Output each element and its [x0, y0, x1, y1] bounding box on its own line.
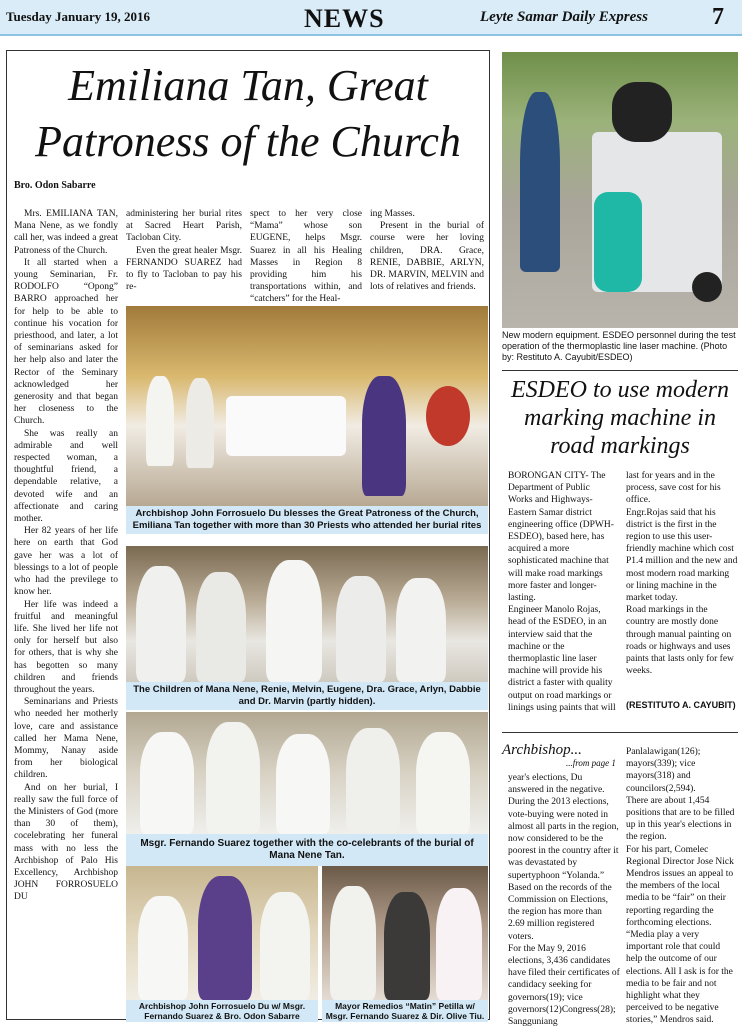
mayor-photo	[322, 866, 488, 1000]
esdeo-article-title: ESDEO to use modern marking machine in road markings	[511, 377, 729, 459]
title-line-2: Patroness of the Church	[35, 117, 461, 166]
paragraph: She was really an admirable and well respected woman, a thoughtful friend, a dependable relative, a devoted wife and an affectionate and caring mother.	[14, 428, 118, 525]
issue-date: Tuesday January 19, 2016	[6, 9, 150, 24]
article-column-2	[126, 208, 242, 304]
photo-caption: Mayor Remedios “Matin” Petilla w/ Msgr. Fernando Suarez & Dir. Olive Tiu.	[322, 1000, 488, 1022]
title-line-1: Emiliana Tan, Great	[68, 61, 428, 110]
continued-from-label: ...from page 1	[566, 758, 616, 768]
paragraph: It all started when a young Seminarian, Fr. RODOLFO “Opong” BARRO approached her for help to be able to continue his vocation for priesthood, and later, a lot of seminarians asked for her help also and later the Rector of the Seminary acknowledged her generosity and that began her closeness to the Church.	[14, 257, 118, 427]
paragraph: Even the great healer Msgr. FERNANDO SUAREZ had to fly to Tacloban to pay his re-	[126, 245, 242, 293]
page-number: 7	[712, 4, 724, 30]
line-laser-machine-photo	[502, 52, 738, 328]
paragraph: spect to her very close “Mama” whose son EUGENE, helps Msgr. Suarez in all his Healing Masses in Region 8 providing him his transportations within, and “catchers” for the Heal-	[250, 209, 362, 305]
photo-caption: The Children of Mana Nene, Renie, Melvin, Eugene, Dra. Grace, Arlyn, Dabbie and Dr. Marvin (partly hidden).	[126, 682, 488, 710]
divider	[502, 732, 738, 733]
photo-caption: Archbishop John Forrosuelo Du w/ Msgr. Fernando Suarez & Bro. Odon Sabarre	[126, 1000, 318, 1022]
paragraph: Seminarians and Priests who needed her motherly love, care and assistance called her Mama Nene, Mommy, Nanay aside from her biological children.	[14, 697, 118, 781]
paragraph: Her life was indeed a fruitful and meaningful life. She lived her life not only for herself but also for others, that is why she has begotten so many children and friends throughout the years.	[14, 599, 118, 695]
continued-column-left: year's elections, Du answered in the negative. During the 2013 elections, vote-buying were noted in almost all parts in the region, now considered to be the poorest in the country after it was devastated by supertyphoon “Yolanda.” Based on the records of the Commission on Elections, the region has more than 2.69 million registered voters. For the May 9, 2016 elections, 3,436 candidates have filed their certificates of candidacy seeking for governors(19); vice governors(12)Congress(28); Sangguniang	[508, 773, 620, 1028]
article-column-1	[14, 208, 118, 1016]
photo-caption: Msgr. Fernando Suarez together with the co-celebrants of the burial of Mana Nene Tan.	[126, 834, 488, 866]
newspaper-name: Leyte Samar Daily Express	[480, 9, 648, 25]
continued-column-right: Panlalawigan(126); mayors(339); vice mayors(318) and councilors(2,594). There are about 1,454 positions that are to be filled up in this year's elections in the region. For his part, Comelec Regional Director Jose Nick Mendros issues an appeal to the members of the local media to be “fair” on their reporting regarding the forthcoming elections. “Media play a very important role that could help the outcome of our elections. All I ask is for the media to be fair and not highlight what they perceived to be negative stories,” Mendros said.	[626, 747, 735, 1026]
article-column-3	[250, 208, 362, 304]
page-header	[0, 0, 742, 36]
esdeo-credit: (RESTITUTO A. CAYUBIT)	[626, 700, 736, 710]
children-photo	[126, 546, 488, 682]
section-title: NEWS	[304, 4, 385, 33]
esdeo-column-right: last for years and in the process, save cost for his office. Engr.Rojas said that his district is the first in the region to use this user- friendly machine which cost P1.4 million and the new and most modern road marking or lining machine in the market today. Road markings in the country are mostly done through manual painting on roads or highways and uses paints that lasts only for few weeks.	[626, 471, 738, 677]
main-article-title	[14, 58, 482, 170]
paragraph: administering her burial rites at Sacred Heart Parish, Tacloban City.	[126, 209, 242, 244]
byline: Bro. Odon Sabarre	[14, 180, 96, 191]
burial-rites-photo	[126, 306, 488, 506]
paragraph: Mrs. EMILIANA TAN, Mana Nene, as we fondly call her, was indeed a great Patroness of the Church.	[14, 209, 118, 256]
continued-article-title: Archbishop...	[502, 742, 582, 758]
photo-caption: Archbishop John Forrosuelo Du blesses the Great Patroness of the Church, Emiliana Tan together with more than 30 Priests who attended her burial rites	[126, 506, 488, 534]
archbishop-photo	[126, 866, 318, 1000]
paragraph: Her 82 years of her life here on earth that God gave her was a lot of blessings to a lot of people who had the previlege to know her.	[14, 526, 118, 598]
esdeo-photo-caption: New modern equipment. ESDEO personnel during the test operation of the thermoplastic line laser machine. (Photo by: Restituto A. Cayubit/ESDEO)	[502, 330, 736, 362]
esdeo-column-left: BORONGAN CITY- The Department of Public Works and Highways- Eastern Samar district engineering office (DPWH-ESDEO), based here, has acquired a more sophisticated machine that will make road markings more faster and longer-lasting. Engineer Manolo Rojas, head of the ESDEO, in an interview said that the machine or the thermoplastic line laser machine will provide his district a faster with quality output on road markings or linings using paints that will	[508, 471, 616, 713]
paragraph: And on her burial, I really saw the full force of the Ministers of God (more than 30 of them), cocelebrating her funeral mass with no less the Archbishop of Palo His Excellency, Archbishop JOHN FORROSUELO DU	[14, 782, 118, 903]
co-celebrants-photo	[126, 712, 488, 834]
paragraph: Present in the burial of course were her loving children, DRA. Grace, RENIE, DABBIE, ARLYN, DR. MARVIN, MELVIN and lots of relatives and friends.	[370, 221, 484, 293]
article-column-4	[370, 208, 484, 304]
paragraph: ing Masses.	[370, 209, 415, 219]
